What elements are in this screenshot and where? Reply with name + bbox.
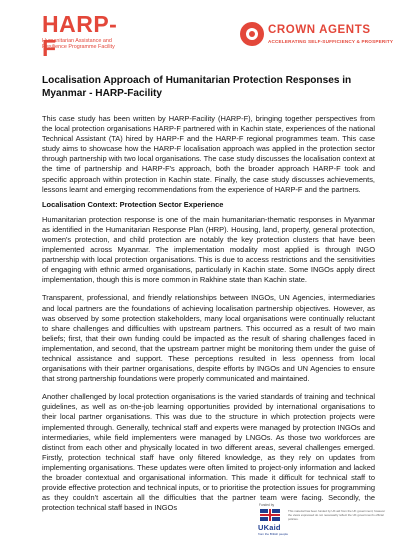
page-header (0, 0, 418, 70)
ukaid-wordmark: UKaid (258, 523, 281, 532)
harpf-logo-subtitle: Humanitarian Assistance and Resilience Programme Facility (42, 38, 115, 51)
crown-agents-tagline: ACCELERATING SELF-SUFFICIENCY & PROSPERITY (268, 39, 394, 44)
body-paragraph-1: Humanitarian protection response is one of the main humanitarian-thematic responses in Myanmar as identified in the Humanitarian Response Plan (HRP). Housing, land, property, general protection, women's protection, and child protection are notably the key protection clusters that have been implemented across Myanmar. The implementation modality most applied is through INGO partnership with local protection organisations. This is due to access restrictions and the sensitivities of engaging with ethnic armed organisations, particularly in Kachin state. Some INGOs apply direct implementation, though this is more common in Rakhine state than Kachin state. (42, 214, 375, 285)
union-flag-icon (260, 509, 280, 521)
page-footer (256, 502, 386, 542)
body-paragraph-3: Another challenged by local protection organisations is the varied standards of training and technical guidelines, as well as on-the-job learning opportunities provided by international organisations to their local partner organisations. This was due to the structure in which protection projects were implemented through. Generally, technical staff and experts were managed by protection INGOs and intermediaries, while field implementers were managed by LNGOs. As those two workforces are distinct from each other and physically located in two different areas, several challenges emerged. Firstly, protection technical staff have only filtered knowledge, as they rely on updates from implementing organisations. These updates were often limited to project-only information and lacked the broader contextual and organisational information. This made it difficult for technical staff to provide effective protection and technical inputs, or to prioritise the protection issues for programming as they couldn't ascertain all the difficulties that the partner team were facing. Secondly, the protection technical staff based in INGOs (42, 392, 375, 513)
ukaid-logo (256, 502, 289, 542)
crown-agents-logo (240, 18, 394, 54)
harpf-logo (42, 12, 122, 64)
body-paragraph-2: Transparent, professional, and friendly relationships between INGOs, UN Agencies, intermediaries and local partners are the foundations of achieving localisation partnership objectives. However, as was observed by some protection stakeholders, many local organisations were continually reluctant to share challenges and difficulties with upstream partners. This occurred as a result of two main beliefs; first, that their own funding could be impacted as the result of sharing challenges faced in implementation, and second, that the upstream partner might be monitoring them under the guise of technical assistance and support. These perceptions resulted in less openness from local organisations with their partner organisations, despite efforts by INGOs and UN Agencies to ensure that strong partnership foundations were properly communicated and maintained. (42, 293, 375, 384)
harpf-logo-title: HARP-F (42, 11, 118, 61)
document-title: Localisation Approach of Humanitarian Protection Responses in Myanmar - HARP-Facility (42, 75, 352, 99)
crown-agents-mark-icon (240, 22, 264, 46)
funding-disclaimer: This material has been funded by UK aid from the UK government; however the views expressed do not necessarily reflect the UK government's official policies. (288, 509, 386, 521)
section-heading: Localisation Context: Protection Sector Experience (42, 199, 224, 209)
funded-by-label: Funded by (259, 503, 275, 507)
intro-paragraph: This case study has been written by HARP-Facility (HARP-F), bringing together perspectives from the local protection organisations HARP-F partnered with in Kachin state, experiences of the national Technical Assistant (TA) hired by HARP-F and the HARP-F regional programmes team. This case study aims to showcase how the HARP-F localisation approach was applied in the protection sector through partnership with two local organisations. The case study discusses the localisation context at the time of partnership and HARP-F's approach, both the broader approach HARP-F took and specific approach within protection in Kachin state. Finally, the case study discusses achievements, lessons learnt and emerging recommendations from the experience of HARP-F and the partners. (42, 114, 375, 194)
document-body (42, 74, 375, 513)
crown-agents-name: CROWN AGENTS (268, 24, 371, 36)
ukaid-subline: from the British people (258, 532, 289, 536)
